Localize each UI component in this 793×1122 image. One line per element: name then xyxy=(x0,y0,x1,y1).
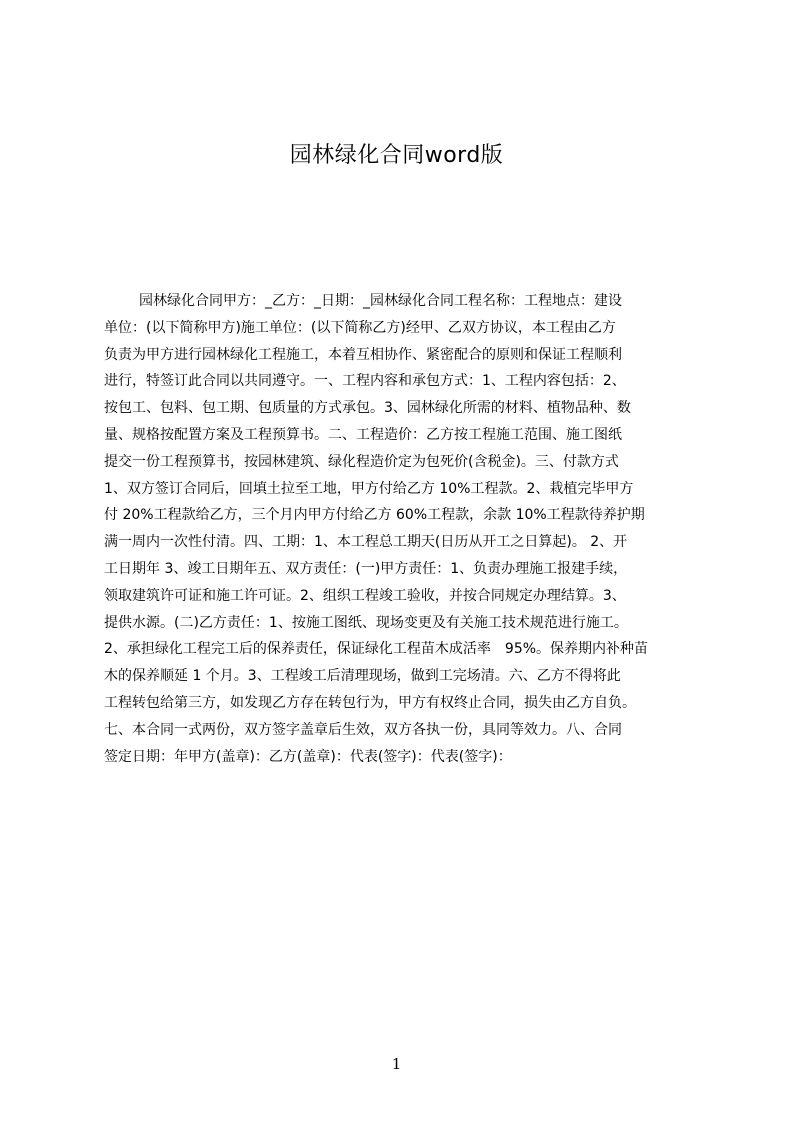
body-line: 领取建筑许可证和施工许可证。2、组织工程竣工验收，并按合同规定办理结算。3、 xyxy=(104,587,626,604)
body-line: 园林绿化合同甲方：_乙方：_日期：_园林绿化合同工程名称：工程地点：建设 xyxy=(139,293,622,309)
document-title: 园林绿化合同word版 xyxy=(289,143,504,168)
body-line: 付 20%工程款给乙方，三个月内甲方付给乙方 60%工程款，余款 10%工程款待养护期 xyxy=(104,507,645,524)
body-line: 提交一份工程预算书，按园林建筑、绿化程造价定为包死价(含税金)。三、付款方式 xyxy=(104,453,619,470)
body-line: 负责为甲方进行园林绿化工程施工，本着互相协作、紧密配合的原则和保证工程顺利 xyxy=(104,346,622,363)
page-number: 1 xyxy=(391,1055,402,1073)
body-line: 1、双方签订合同后，回填土拉至工地，甲方付给乙方 10%工程款。2、栽植完毕甲方 xyxy=(104,480,634,497)
body-line: 2、承担绿化工程完工后的保养责任，保证绿化工程苗木成活率 95%。保养期内补种苗 xyxy=(104,641,649,658)
body-line: 签定日期：年甲方(盖章)：乙方(盖章)：代表(签字)：代表(签字)： xyxy=(104,748,512,765)
body-line: 七、本合同一式两份，双方签字盖章后生效，双方各执一份，具同等效力。八、合同 xyxy=(104,721,622,738)
document-body xyxy=(104,288,698,770)
body-line: 木的保养顺延 1 个月。3、工程竣工后清理现场，做到工完场清。六、乙方不得将此 xyxy=(104,668,621,685)
body-line: 工日期年 3、竣工日期年五、双方责任：(一)甲方责任：1、负责办理施工报建手续， xyxy=(104,560,628,577)
body-line: 工程转包给第三方，如发现乙方存在转包行为，甲方有权终止合同，损失由乙方自负。 xyxy=(104,694,636,711)
body-line: 单位：(以下简称甲方)施工单位：(以下简称乙方)经甲、乙双方协议，本工程由乙方 xyxy=(104,319,616,336)
body-line: 按包工、包料、包工期、包质量的方式承包。3、园林绿化所需的材料、植物品种、数 xyxy=(104,400,631,417)
body-line: 提供水源。(二)乙方责任：1、按施工图纸、现场变更及有关施工技术规范进行施工。 xyxy=(104,614,628,631)
body-line: 进行，特签订此合同以共同遵守。一、工程内容和承包方式：1、工程内容包括：2、 xyxy=(104,373,626,390)
body-line: 量、规格按配置方案及工程预算书。二、工程造价：乙方按工程施工范围、施工图纸 xyxy=(104,426,622,443)
body-line: 满一周内一次性付清。四、工期：1、本工程总工期天(日历从开工之日算起)。 2、开 xyxy=(104,534,628,551)
